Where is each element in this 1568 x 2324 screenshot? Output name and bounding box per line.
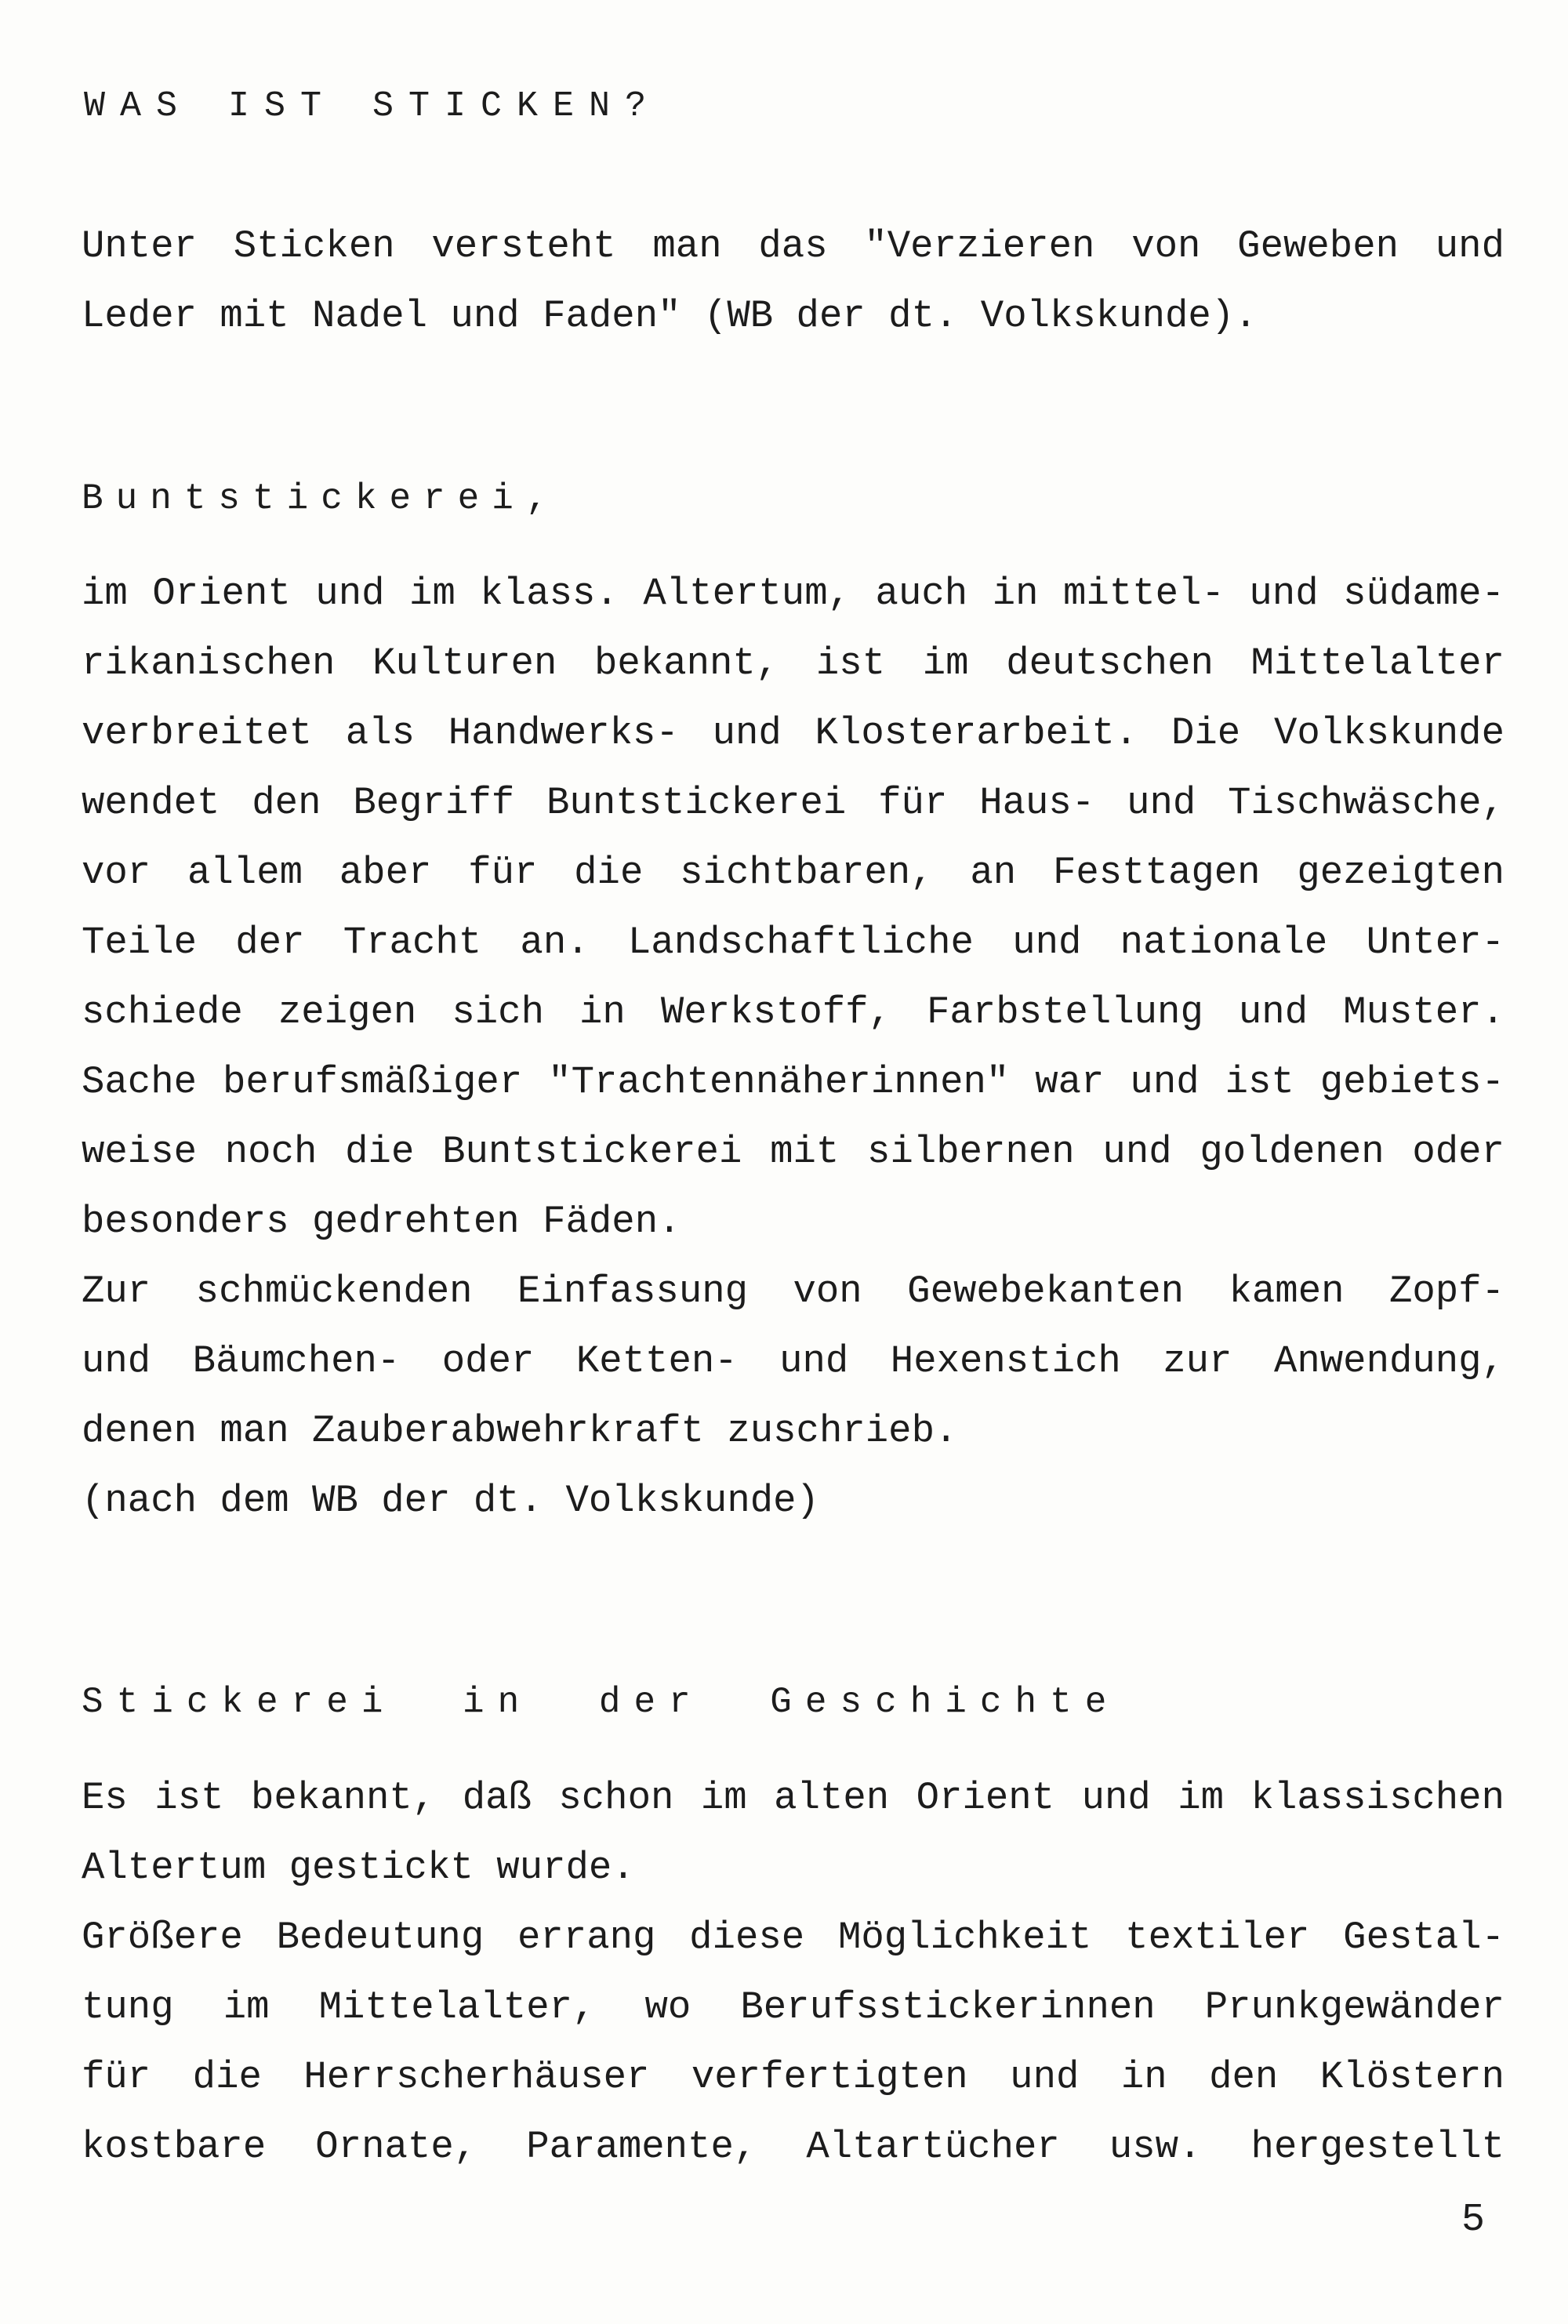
section-heading-geschichte: Stickerei in der Geschichte <box>82 1682 1120 1723</box>
text-line: Es ist bekannt, daß schon im alten Orient und im klassischen <box>82 1776 1504 1820</box>
text-line: besonders gedrehten Fäden. <box>82 1200 681 1244</box>
text-line: rikanischen Kulturen bekannt, ist im deutschen Mittelalter <box>82 641 1504 685</box>
text-line: Größere Bedeutung errang diese Möglichkeit textiler Gestal- <box>82 1915 1504 1959</box>
text-line: Altertum gestickt wurde. <box>82 1846 635 1890</box>
page-number: 5 <box>1461 2198 1486 2242</box>
citation: (nach dem WB der dt. Volkskunde) <box>82 1479 819 1523</box>
page-title: WAS IST STICKEN? <box>84 86 662 126</box>
section-body-geschichte <box>82 1763 1504 2182</box>
text-line: im Orient und im klass. Altertum, auch in mittel- und südame- <box>82 572 1504 615</box>
section-heading-buntstickerei: Buntstickerei, <box>82 478 561 519</box>
text-line: wendet den Begriff Buntstickerei für Haus- und Tischwäsche, <box>82 781 1504 825</box>
text-line: denen man Zauberabwehrkraft zuschrieb. <box>82 1409 958 1453</box>
text-line: schiede zeigen sich in Werkstoff, Farbstellung und Muster. <box>82 990 1504 1034</box>
text-line: Teile der Tracht an. Landschaftliche und nationale Unter- <box>82 921 1504 964</box>
text-line: Zur schmückenden Einfassung von Gewebekanten kamen Zopf- <box>82 1269 1504 1313</box>
text-line: Unter Sticken versteht man das "Verzieren von Geweben und <box>82 224 1504 268</box>
text-line: kostbare Ornate, Paramente, Altartücher usw. hergestellt <box>82 2125 1504 2169</box>
text-line: und Bäumchen- oder Ketten- und Hexenstich zur Anwendung, <box>82 1339 1504 1383</box>
text-line: Leder mit Nadel und Faden" (WB der dt. Volkskunde). <box>82 294 1258 338</box>
intro-paragraph <box>82 212 1504 351</box>
text-line: tung im Mittelalter, wo Berufsstickerinnen Prunkgewänder <box>82 1985 1504 2029</box>
text-line: für die Herrscherhäuser verfertigten und in den Klöstern <box>82 2055 1504 2099</box>
text-line: Sache berufsmäßiger "Trachtennäherinnen" war und ist gebiets- <box>82 1060 1504 1104</box>
text-line: vor allem aber für die sichtbaren, an Festtagen gezeigten <box>82 851 1504 895</box>
text-line: verbreitet als Handwerks- und Klosterarbeit. Die Volkskunde <box>82 711 1504 755</box>
text-line: weise noch die Buntstickerei mit silbernen und goldenen oder <box>82 1130 1504 1174</box>
section-body-buntstickerei <box>82 559 1504 1536</box>
